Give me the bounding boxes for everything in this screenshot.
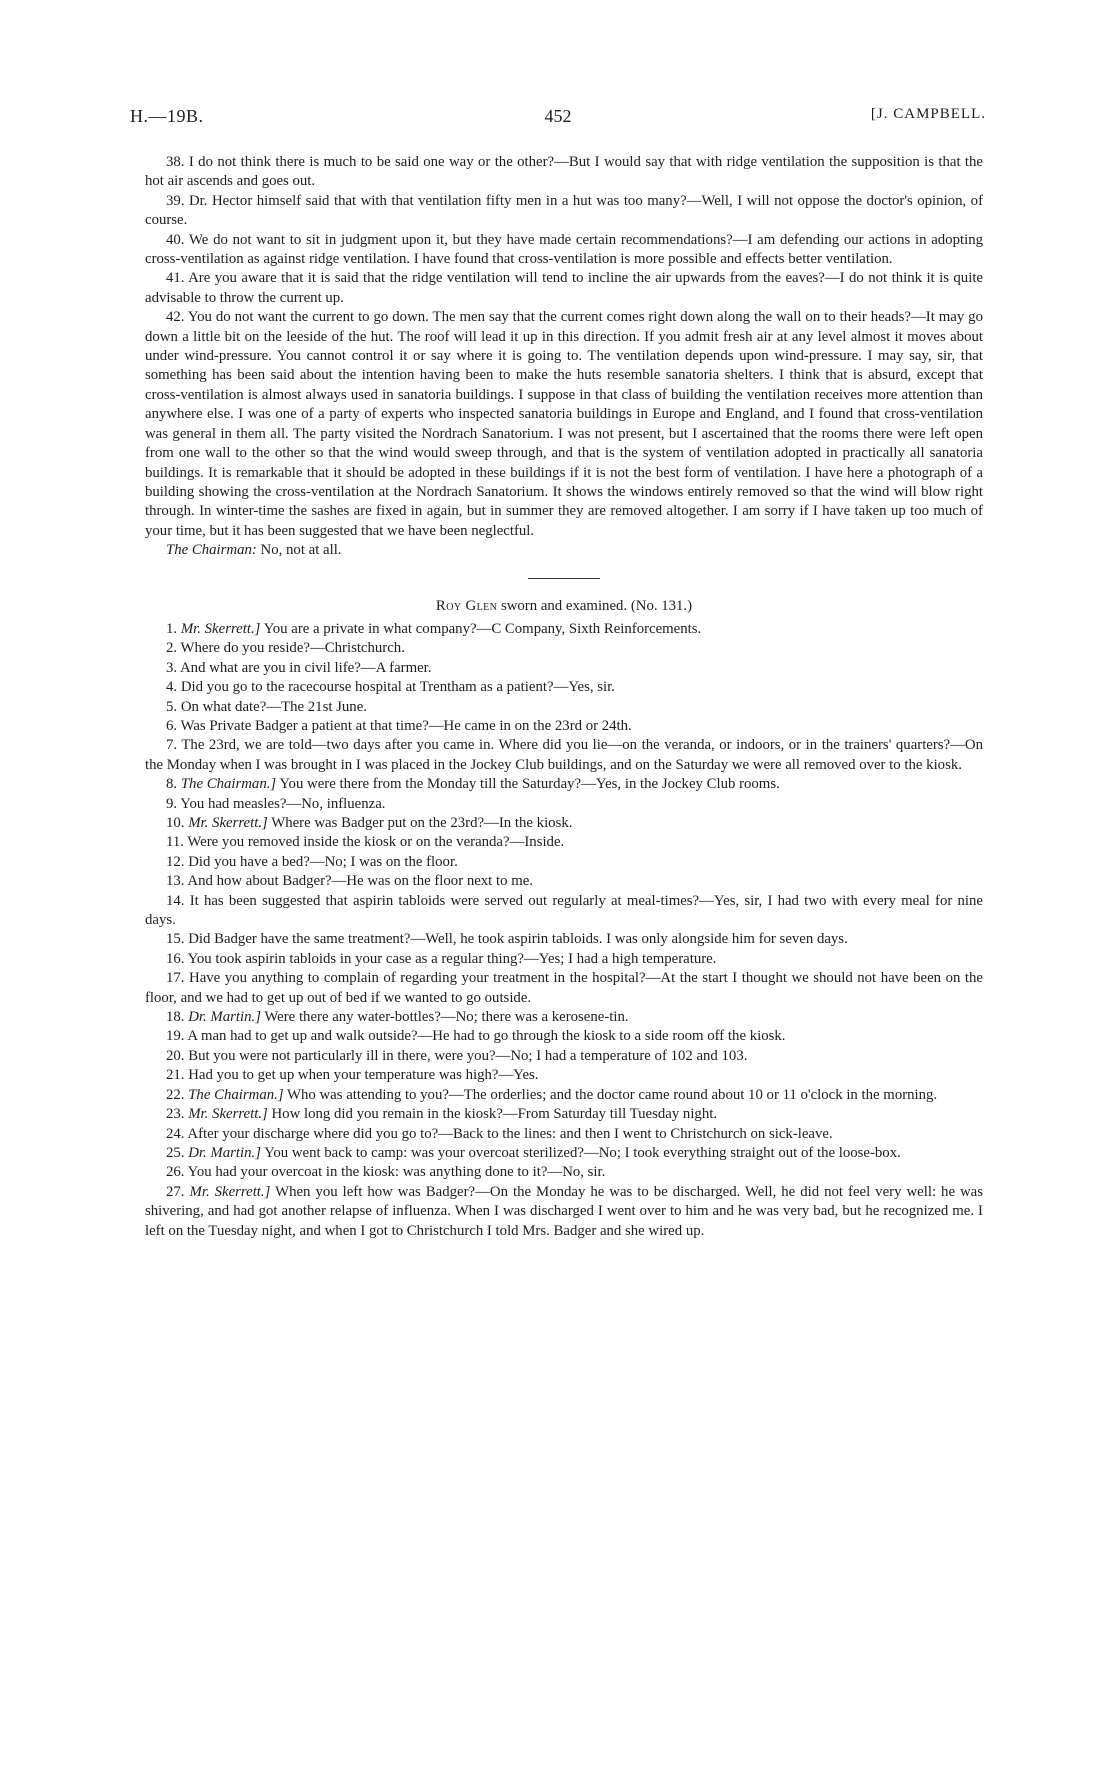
question-paragraph [145,950,983,969]
question-paragraph [145,814,983,833]
question-text: You had measles?—No, influenza. [180,795,386,812]
question-paragraph [145,872,983,891]
questioner-name: The Chairman.] [180,776,277,793]
question-text: Where do you reside?—Christchurch. [180,640,405,657]
question-paragraph [145,659,983,678]
question-number: 17. [166,970,185,987]
page-body [145,153,983,1241]
question-number: 3. [166,659,178,676]
question-paragraph [145,1183,983,1241]
question-paragraph [145,153,983,192]
question-paragraph [145,736,983,775]
question-number: 13. [166,873,185,890]
question-number: 27. [166,1183,185,1200]
question-text: You went back to camp: was your overcoat sterilized?—No; I took everything straight out of the loose-box. [264,1144,901,1161]
question-text: Did Badger have the same treatment?—Well, he took aspirin tabloids. I was only alongside him for seven days. [188,931,848,948]
testimony-section-campbell [145,153,983,541]
question-number: 10. [166,815,185,831]
witness-number: (No. 131.) [630,597,693,614]
question-text: You do not want the current to go down. The men say that the current comes right down along the wall on to their heads?—It may go down a little bit on the leeside of the hut. The roof will lead it up in this direction. If you admit fresh air at any level almost it moves about under wind-pressure. You cannot control it or say where it is going to. The ventilation depends upon wind-pressure. I may say, sir, that something has been said about the intention having been to make the huts resemble sanatoria shelters. I think that is absurd, except that cross-ventilation is almost always used in sanatoria buildings. I suppose in that class of building the ventilation receives more attention than anywhere else. I was one of a party of experts who inspected sanatoria buildings in Europe and England, and I found that cross-ventilation was general in them all. The party visited the Nordrach Sanatorium. I was not present, but I ascertained that the rooms there were left open from one wall to the other so that the wind would sweep through, and that is the system of ventilation adopted in practically all sanatoria buildings. It is remarkable that it should be adopted in these buildings if it is not the best form of ventilation. I have here a photograph of a building showing the cross-ventilation at the Nordrach Sanatorium. It shows the windows entirely removed so that the wind will blow right through. In winter-time the sashes are fixed in again, but in summer they are removed altogether. I am sorry if I have taken up too much of your time, but it has been suggested that we have been neglectful. [145,309,983,539]
witness-heading-text: sworn and examined. [500,597,628,614]
witness-name: Roy Glen [435,597,498,614]
question-paragraph [145,639,983,658]
question-number: 2. [166,640,178,657]
question-paragraph [145,678,983,697]
question-number: 19. [166,1028,185,1045]
question-paragraph [145,1105,983,1124]
question-number: 20. [166,1047,185,1064]
question-number: 5. [166,698,178,715]
question-paragraph [145,269,983,308]
closing-speaker: The Chairman: [166,542,257,559]
question-number: 23. [166,1106,185,1123]
question-text: Have you anything to complain of regarding your treatment in the hospital?—At the start I thought we should not have been on the floor, and we had to get up out of bed if we wanted to go outside. [145,970,984,1006]
question-number: 42. [166,309,185,326]
question-number: 26. [166,1164,185,1181]
questioner-name: Dr. Martin.] [188,1009,261,1026]
question-paragraph [145,698,983,717]
question-text: You were there from the Monday till the Saturday?—Yes, in the Jockey Club rooms. [279,776,780,793]
question-number: 21. [166,1067,185,1084]
question-text: Did you go to the racecourse hospital at Trentham as a patient?—Yes, sir. [180,679,615,696]
page-header [130,106,986,132]
question-number: 39. [166,192,185,209]
closing-text: No, not at all. [260,542,342,559]
question-text: The 23rd, we are told—two days after you came in. Where did you lie—on the veranda, or indoors, or in the trainers' quarters?—On the Monday when I was brought in I was placed in the Jockey Club buildings, and on the Saturday we were all removed over to the kiosk. [145,737,984,773]
question-text: Had you to get up when your temperature was high?—Yes. [188,1067,539,1084]
question-paragraph [145,1047,983,1066]
question-paragraph [145,620,983,639]
closing-remark [145,541,983,560]
question-number: 12. [166,853,185,870]
question-paragraph [145,1066,983,1085]
question-text: I do not think there is much to be said one way or the other?—But I would say that with ridge ventilation the supposition is that the hot air ascends and goes out. [145,154,983,190]
question-number: 11. [166,834,184,851]
question-paragraph [145,717,983,736]
witness-heading [145,597,983,616]
question-paragraph [145,1144,983,1163]
question-text: Was Private Badger a patient at that time?—He came in on the 23rd or 24th. [180,717,632,734]
question-number: 4. [166,679,178,696]
question-paragraph [145,192,983,231]
section-divider [528,578,600,579]
questioner-name: The Chairman.] [188,1086,284,1103]
running-head-witness: [J. CAMPBELL. [870,106,986,122]
question-number: 25. [166,1144,185,1161]
question-text: When you left how was Badger?—On the Monday he was to be discharged. Well, he did not feel very well: he was shivering, and had got another relapse of influenza. When I was discharged I went over to him and he was very bad, but he recognized me. I left on the Tuesday night, and when I got to Christchurch I told Mrs. Badger and she wired up. [145,1183,984,1239]
question-number: 8. [166,776,178,793]
question-text: And how about Badger?—He was on the floor next to me. [187,873,533,890]
question-text: Did you have a bed?—No; I was on the floor. [188,853,458,870]
question-number: 9. [166,795,178,812]
question-paragraph [145,930,983,949]
question-text: After your discharge where did you go to?—Back to the lines: and then I went to Christchurch on sick-leave. [187,1125,833,1142]
question-number: 24. [166,1125,185,1142]
question-text: Were there any water-bottles?—No; there was a kerosene-tin. [264,1009,629,1026]
question-text: It has been suggested that aspirin tabloids were served out regularly at meal-times?—Yes, sir, I had two with every meal for nine days. [145,892,983,929]
questioner-name: Mr. Skerrett.] [188,815,268,831]
question-number: 18. [166,1009,185,1026]
question-number: 14. [166,892,185,909]
question-number: 40. [166,231,185,248]
question-number: 16. [166,950,185,967]
question-paragraph [145,1163,983,1182]
question-paragraph [145,1008,983,1027]
testimony-section-glen [145,620,983,1241]
question-paragraph [145,833,983,852]
question-number: 7. [166,737,178,754]
document-reference: H.—19B. [130,106,204,126]
question-paragraph [145,231,983,270]
page-number: 452 [544,106,572,126]
question-text: How long did you remain in the kiosk?—From Saturday till Tuesday night. [271,1106,718,1123]
questioner-name: Mr. Skerrett.] [189,1183,271,1200]
question-text: Dr. Hector himself said that with that ventilation fifty men in a hut was too many?—Well, I will not oppose the doctor's opinion, of course. [145,192,983,229]
questioner-name: Mr. Skerrett.] [188,1106,268,1123]
questioner-name: Mr. Skerrett.] [180,620,261,637]
question-paragraph [145,1086,983,1105]
questioner-name: Dr. Martin.] [188,1144,261,1161]
question-paragraph [145,1027,983,1046]
question-text: On what date?—The 21st June. [180,698,367,715]
question-text: But you were not particularly ill in there, were you?—No; I had a temperature of 102 and 103. [188,1047,748,1064]
question-paragraph [145,795,983,814]
question-text: You had your overcoat in the kiosk: was anything done to it?—No, sir. [187,1164,606,1181]
question-number: 38. [166,154,185,170]
question-number: 6. [166,717,178,734]
question-paragraph [145,892,983,931]
question-paragraph [145,775,983,794]
question-text: Are you aware that it is said that the ridge ventilation will tend to incline the air upwards from the eaves?—I do not think it is quite advisable to throw the current up. [145,270,983,306]
question-text: Were you removed inside the kiosk or on the veranda?—Inside. [187,834,565,851]
question-text: We do not want to sit in judgment upon it, but they have made certain recommendations?—I am defending our actions in adopting cross-ventilation as against ridge ventilation. I have found that cross-ventilation is more possible and effects better ventilation. [145,231,984,268]
question-text: A man had to get up and walk outside?—He had to go through the kiosk to a side room off the kiosk. [187,1028,786,1045]
question-text: Who was attending to you?—The orderlies; and the doctor came round about 10 or 11 o'clock in the morning. [287,1086,938,1103]
question-text: You took aspirin tabloids in your case as a regular thing?—Yes; I had a high temperature. [187,950,717,967]
question-number: 22. [166,1086,185,1103]
question-paragraph [145,853,983,872]
question-number: 1. [166,620,178,637]
question-paragraph [145,1125,983,1144]
question-text: Where was Badger put on the 23rd?—In the kiosk. [271,815,573,831]
question-text: You are a private in what company?—C Company, Sixth Reinforcements. [263,620,702,637]
question-paragraph [145,308,983,541]
question-number: 41. [166,270,185,287]
question-paragraph [145,969,983,1008]
question-number: 15. [166,931,185,948]
question-text: And what are you in civil life?—A farmer. [180,659,432,676]
